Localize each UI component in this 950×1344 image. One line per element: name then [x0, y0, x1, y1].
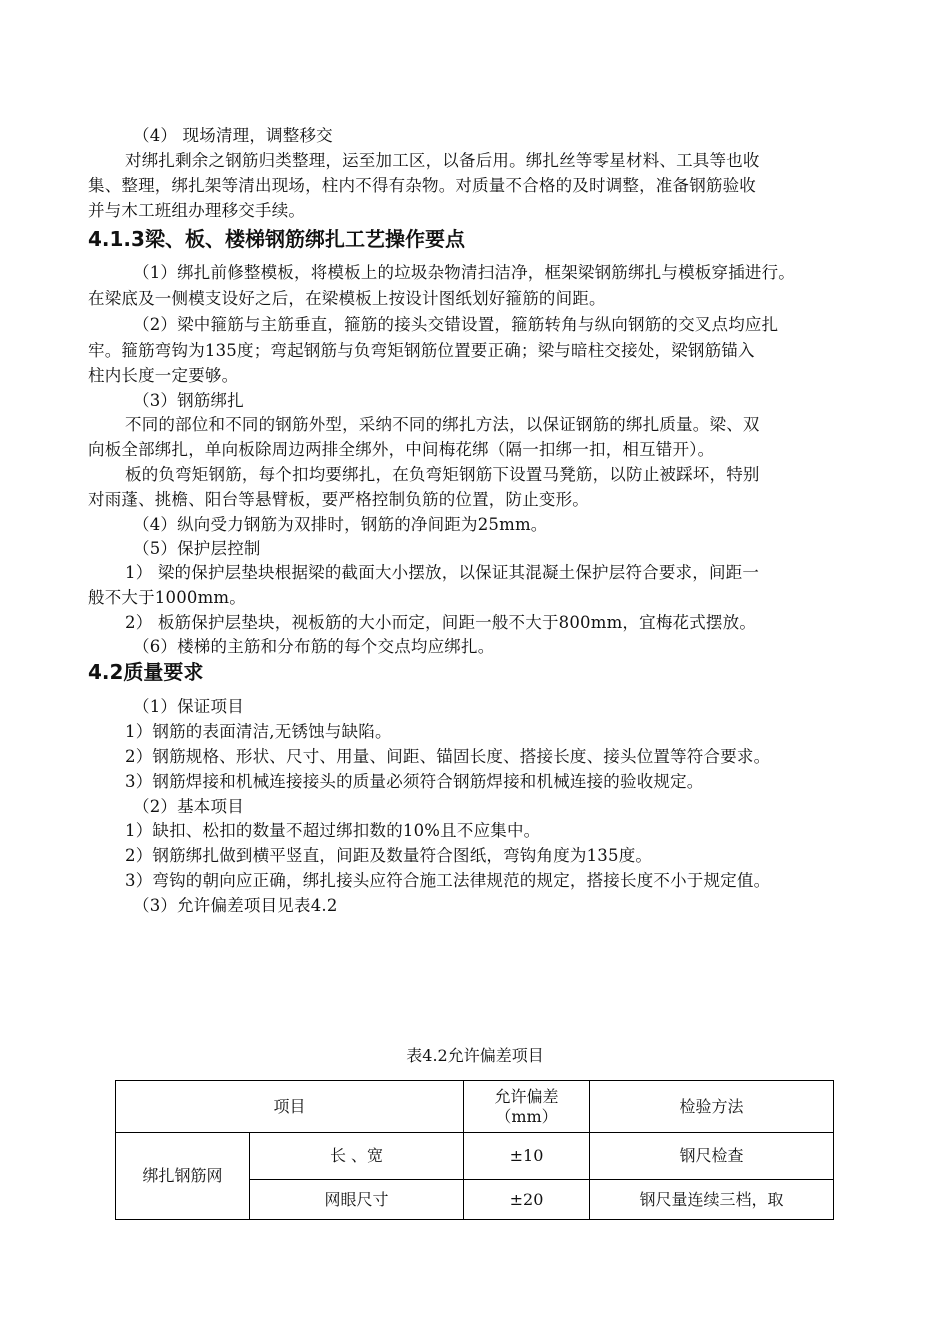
text-line: 1） 梁的保护层垫块根据梁的截面大小摆放，以保证其混凝土保护层符合要求，间距一	[125, 563, 760, 582]
header-tolerance-line1: 允许偏差	[494, 1086, 559, 1106]
sub-item-cell: 长 、宽	[250, 1133, 464, 1180]
table-header-row	[116, 1081, 834, 1133]
text-line: （6）楼梯的主筋和分布筋的每个交点均应绑扎。	[133, 637, 495, 656]
section-heading: 4.1.3梁、板、楼梯钢筋绑扎工艺操作要点	[88, 227, 465, 251]
text-line: 牢。箍筋弯钩为135度；弯起钢筋与负弯矩钢筋位置要正确；梁与暗柱交接处，梁钢筋锚入	[88, 341, 755, 360]
text-line: （3）允许偏差项目见表4.2	[133, 896, 338, 915]
sub-item-cell: 网眼尺寸	[250, 1180, 464, 1220]
text-line: 不同的部位和不同的钢筋外型，采纳不同的绑扎方法，以保证钢筋的绑扎质量。梁、双	[125, 415, 760, 434]
table-row	[116, 1133, 834, 1180]
text-line: 柱内长度一定要够。	[88, 366, 239, 385]
text-line: 2）钢筋规格、形状、尺寸、用量、间距、锚固长度、搭接长度、接头位置等符合要求。	[125, 747, 771, 766]
text-line: 板的负弯矩钢筋，每个扣均要绑扎，在负弯矩钢筋下设置马凳筋，以防止被踩坏，特别	[125, 465, 760, 484]
text-line: 2）钢筋绑扎做到横平竖直，间距及数量符合图纸，弯钩角度为135度。	[125, 846, 653, 865]
tolerance-cell: ±20	[464, 1180, 590, 1220]
header-item: 项目	[116, 1081, 464, 1133]
section-heading: 4.2质量要求	[88, 660, 204, 684]
text-line: 3）弯钩的朝向应正确，绑扎接头应符合施工法律规范的规定，搭接长度不小于规定值。	[125, 871, 771, 890]
text-line: 2） 板筋保护层垫块，视板筋的大小而定，间距一般不大于800mm，宜梅花式摆放。	[125, 613, 757, 632]
text-line: 般不大于1000mm。	[88, 588, 246, 607]
text-line: （1）保证项目	[133, 697, 244, 716]
text-line: （4）纵向受力钢筋为双排时，钢筋的净间距为25mm。	[133, 515, 548, 534]
text-line: 集、整理，绑扎架等清出现场，柱内不得有杂物。对质量不合格的及时调整，准备钢筋验收	[88, 176, 756, 195]
text-line: （5）保护层控制	[133, 539, 261, 558]
header-tolerance	[464, 1081, 590, 1133]
group-cell: 绑扎钢筋网	[116, 1133, 250, 1220]
method-cell: 钢尺量连续三档，取	[590, 1180, 834, 1220]
text-line: （3）钢筋绑扎	[133, 391, 244, 410]
text-line: 3）钢筋焊接和机械连接接头的质量必须符合钢筋焊接和机械连接的验收规定。	[125, 772, 704, 791]
text-line: 对绑扎剩余之钢筋归类整理，运至加工区，以备后用。绑扎丝等零星材料、工具等也收	[125, 151, 760, 170]
header-tolerance-line2: （mm）	[495, 1106, 558, 1126]
text-line: 向板全部绑扎，单向板除周边两排全绑外，中间梅花绑（隔一扣绑一扣，相互错开）。	[88, 440, 715, 459]
text-line: 1）钢筋的表面清洁,无锈蚀与缺陷。	[125, 722, 392, 741]
table-caption: 表4.2允许偏差项目	[406, 1046, 544, 1065]
text-line: （2）基本项目	[133, 797, 244, 816]
method-cell: 钢尺检查	[590, 1133, 834, 1180]
text-line: （2）梁中箍筋与主筋垂直，箍筋的接头交错设置，箍筋转角与纵向钢筋的交叉点均应扎	[133, 315, 779, 334]
text-line: 1）缺扣、松扣的数量不超过绑扣数的10%且不应集中。	[125, 821, 541, 840]
text-line: （1）绑扎前修整模板，将模板上的垃圾杂物清扫洁净，框架梁钢筋绑扎与模板穿插进行。	[133, 263, 795, 282]
text-line: 对雨蓬、挑檐、阳台等悬臂板，要严格控制负筋的位置，防止变形。	[88, 490, 589, 509]
text-line: 在梁底及一侧模支设好之后，在梁模板上按设计图纸划好箍筋的间距。	[88, 289, 606, 308]
text-line: 并与木工班组办理移交手续。	[88, 201, 306, 220]
tolerance-table	[115, 1080, 834, 1220]
header-method: 检验方法	[590, 1081, 834, 1133]
text-line: （4） 现场清理，调整移交	[133, 126, 333, 145]
tolerance-cell: ±10	[464, 1133, 590, 1180]
